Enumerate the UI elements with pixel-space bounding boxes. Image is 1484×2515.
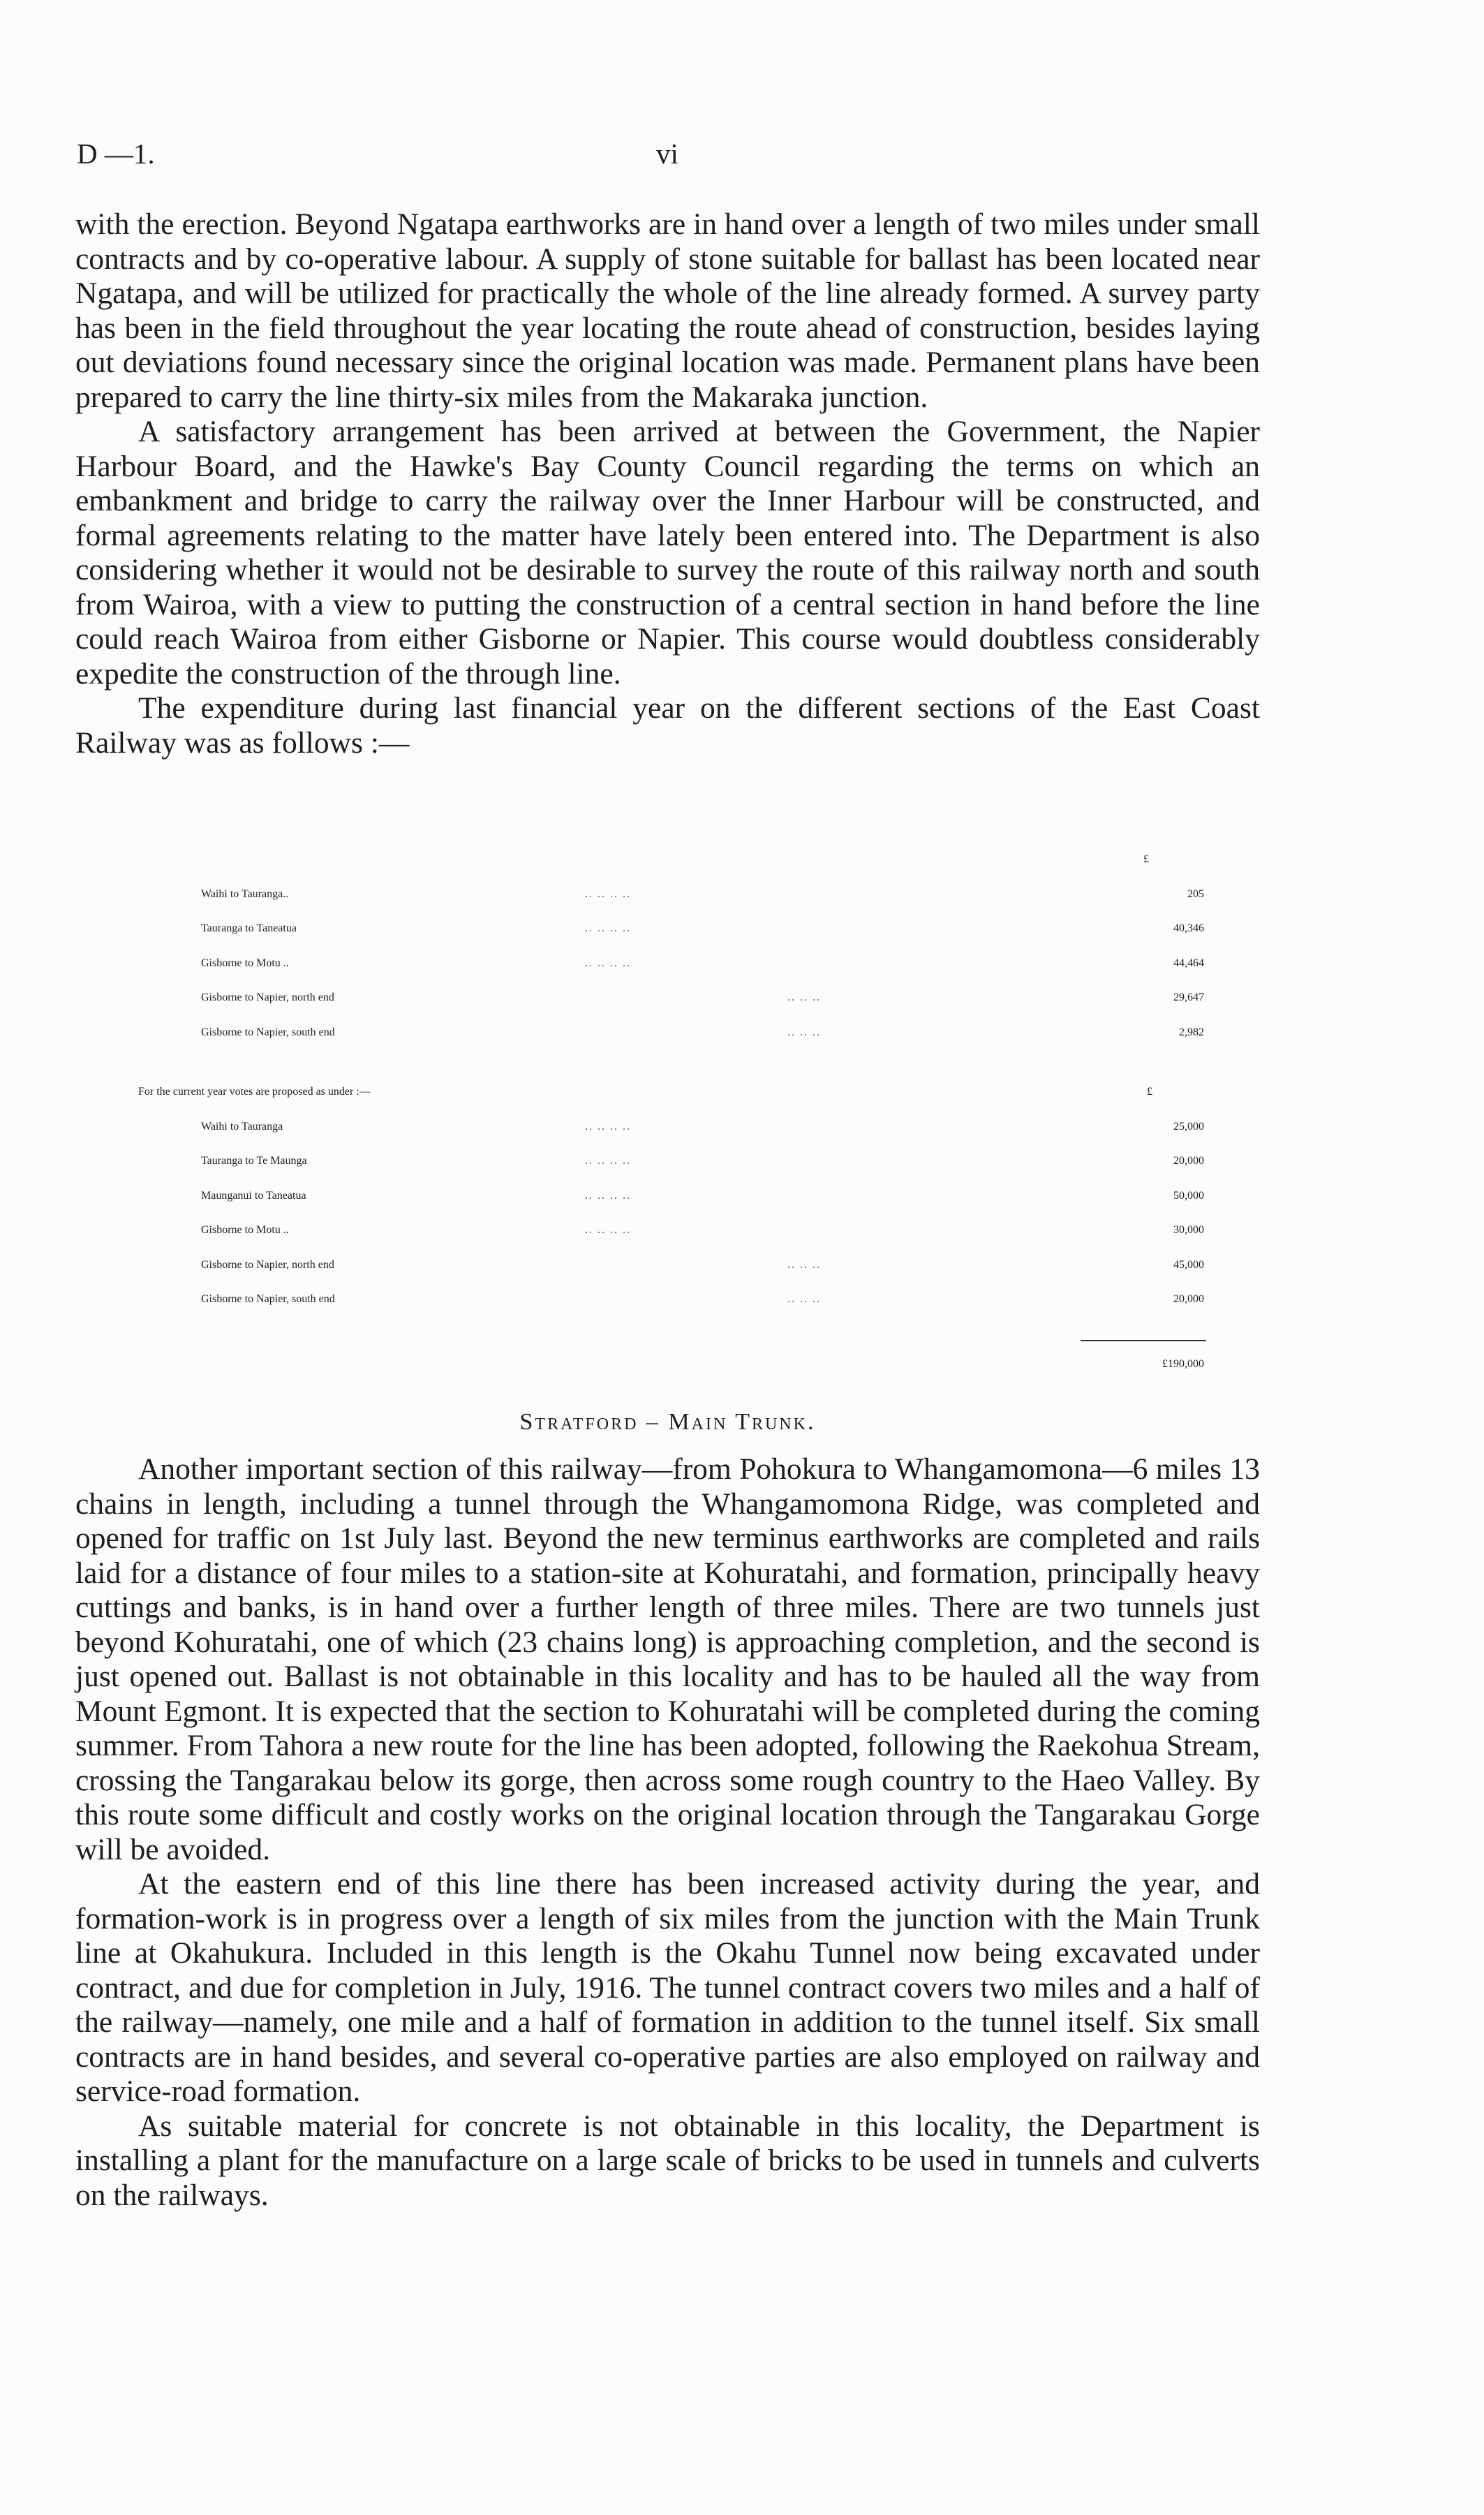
page-number: vi — [656, 138, 678, 170]
row-amount: 29,647 — [1173, 991, 1204, 1003]
expenditure-table — [75, 853, 1260, 1061]
section-heading: Stratford – Main Trunk. — [519, 1409, 816, 1435]
row-amount: 205 — [1187, 887, 1204, 900]
row-amount: 50,000 — [1173, 1189, 1204, 1202]
leader-dots: .. .. .. .. — [585, 887, 631, 900]
table-row — [75, 1190, 1260, 1225]
votes-intro: For the current year votes are proposed as under :— — [138, 1086, 371, 1098]
table-row — [75, 1259, 1260, 1294]
paragraph-napier-harbour: A satisfactory arrangement has been arrived at between the Government, the Napier Harbour Board, and the Hawke's Bay County Council regarding the terms on which an embankment and bridge to carry the railway over the Inner Harbour will be constructed, and formal agreements relating to the matter have lately been entered into. The Department is also considering whether it would not be desirable to survey the route of this railway north and south from Wairoa, with a view to putting the construction of a central section in hand before the line could reach Wairoa from either Gisborne or Napier. This course would doubtless considerably expedite the construction of the through line. — [75, 415, 1260, 691]
row-amount: 20,000 — [1173, 1293, 1204, 1305]
table-row — [75, 888, 1260, 923]
table-row — [75, 922, 1260, 957]
leader-dots: .. .. .. .. — [585, 922, 631, 934]
body-text — [75, 207, 1260, 760]
leader-dots: .. .. .. — [787, 1258, 821, 1271]
table-header-row — [75, 853, 1260, 888]
paragraph-eastern-end: At the eastern end of this line there has been increased activity during the year, and formation-work is in progress over a length of six miles from the junction with the Main Trunk line at Okahukura. Included in this length is the Okahu Tunnel now being excavated under contract, and due for completion in July, 1916. The tunnel contract covers two miles and a half of the railway—namely, one mile and a half of formation in addition to the tunnel itself. Six small contracts are in hand besides, and several co-operative parties are also employed on railway and service-road formation. — [75, 1867, 1260, 2108]
table-row — [75, 1224, 1260, 1259]
table-row — [75, 1155, 1260, 1190]
table-header-row — [75, 1086, 1260, 1121]
row-label: Gisborne to Napier, south end — [201, 1026, 335, 1038]
row-label: Maunganui to Taneatua — [201, 1189, 306, 1202]
leader-dots: .. .. .. — [787, 991, 821, 1003]
row-label: Gisborne to Napier, north end — [201, 1258, 334, 1271]
paragraph-concrete-bricks: As suitable material for concrete is not obtainable in this locality, the Department is installing a plant for the manufacture on a large scale of bricks to be used in tunnels and culverts on the railways. — [75, 2109, 1260, 2212]
table-row — [75, 1121, 1260, 1156]
row-label: Waihi to Tauranga.. — [201, 887, 289, 900]
row-label: Tauranga to Taneatua — [201, 922, 297, 934]
leader-dots: .. .. .. .. — [585, 957, 631, 969]
paragraph-pohokura: Another important section of this railway—from Pohokura to Whangamomona—6 miles 13 chains in length, including a tunnel through the Whangamomona Ridge, was completed and opened for traffic on 1st July last. Beyond the new terminus earthworks are completed and rails laid for a distance of four miles to a station-site at Kohuratahi, and formation, principally heavy cuttings and banks, is in hand over a further length of three miles. There are two tunnels just beyond Kohuratahi, one of which (23 chains long) is approaching completion, and the second is just opened out. Ballast is not obtainable in this locality and has to be hauled all the way from Mount Egmont. It is expected that the section to Kohuratahi will be completed during the coming summer. From Tahora a new route for the line has been adopted, following the Raekohua Stream, crossing the Tangarakau below its gorge, then across some rough country to the Haeo Valley. By this route some difficult and costly works on the original location through the Tangarakau Gorge will be avoided. — [75, 1452, 1260, 1866]
currency-header: £ — [1143, 853, 1149, 865]
votes-table — [75, 1086, 1260, 1370]
leader-dots: .. .. .. .. — [585, 1155, 631, 1167]
table-row — [75, 1026, 1260, 1061]
leader-dots: .. .. .. .. — [585, 1120, 631, 1133]
row-label: Gisborne to Napier, north end — [201, 991, 334, 1003]
body-text-stratford — [75, 1452, 1260, 2213]
paragraph-expenditure-intro: The expenditure during last financial year on the different sections of the East Coast Railway was as follows :— — [75, 691, 1260, 760]
table-row — [75, 957, 1260, 992]
leader-dots: .. .. .. .. — [585, 1224, 631, 1236]
leader-dots: .. .. .. — [787, 1293, 821, 1305]
row-amount: 25,000 — [1173, 1120, 1204, 1133]
table-row — [75, 991, 1260, 1026]
row-amount: 20,000 — [1173, 1155, 1204, 1167]
row-amount: 30,000 — [1173, 1224, 1204, 1236]
row-amount: 45,000 — [1173, 1258, 1204, 1271]
row-label: Gisborne to Motu .. — [201, 957, 289, 969]
row-amount: 44,464 — [1173, 957, 1204, 969]
row-label: Gisborne to Motu .. — [201, 1224, 289, 1236]
row-amount: 2,982 — [1179, 1026, 1204, 1038]
currency-header: £ — [1147, 1086, 1152, 1098]
row-amount: 40,346 — [1173, 922, 1204, 934]
document-reference: D —1. — [77, 138, 155, 170]
leader-dots: .. .. .. .. — [585, 1189, 631, 1202]
paragraph-erection: with the erection. Beyond Ngatapa earthworks are in hand over a length of two miles under small contracts and by co-operative labour. A supply of stone suitable for ballast has been located near Ngatapa, and will be utilized for practically the whole of the line already formed. A survey party has been in the field throughout the year locating the route ahead of construction, besides laying out deviations found necessary since the original location was made. Permanent plans have been prepared to carry the line thirty-six miles from the Makaraka junction. — [75, 207, 1260, 414]
row-label: Waihi to Tauranga — [201, 1120, 283, 1133]
table-row — [75, 1293, 1260, 1328]
votes-total: £190,000 — [1162, 1358, 1204, 1370]
row-label: Gisborne to Napier, south end — [201, 1293, 335, 1305]
total-rule — [1081, 1340, 1206, 1341]
leader-dots: .. .. .. — [787, 1026, 821, 1038]
row-label: Tauranga to Te Maunga — [201, 1155, 307, 1167]
